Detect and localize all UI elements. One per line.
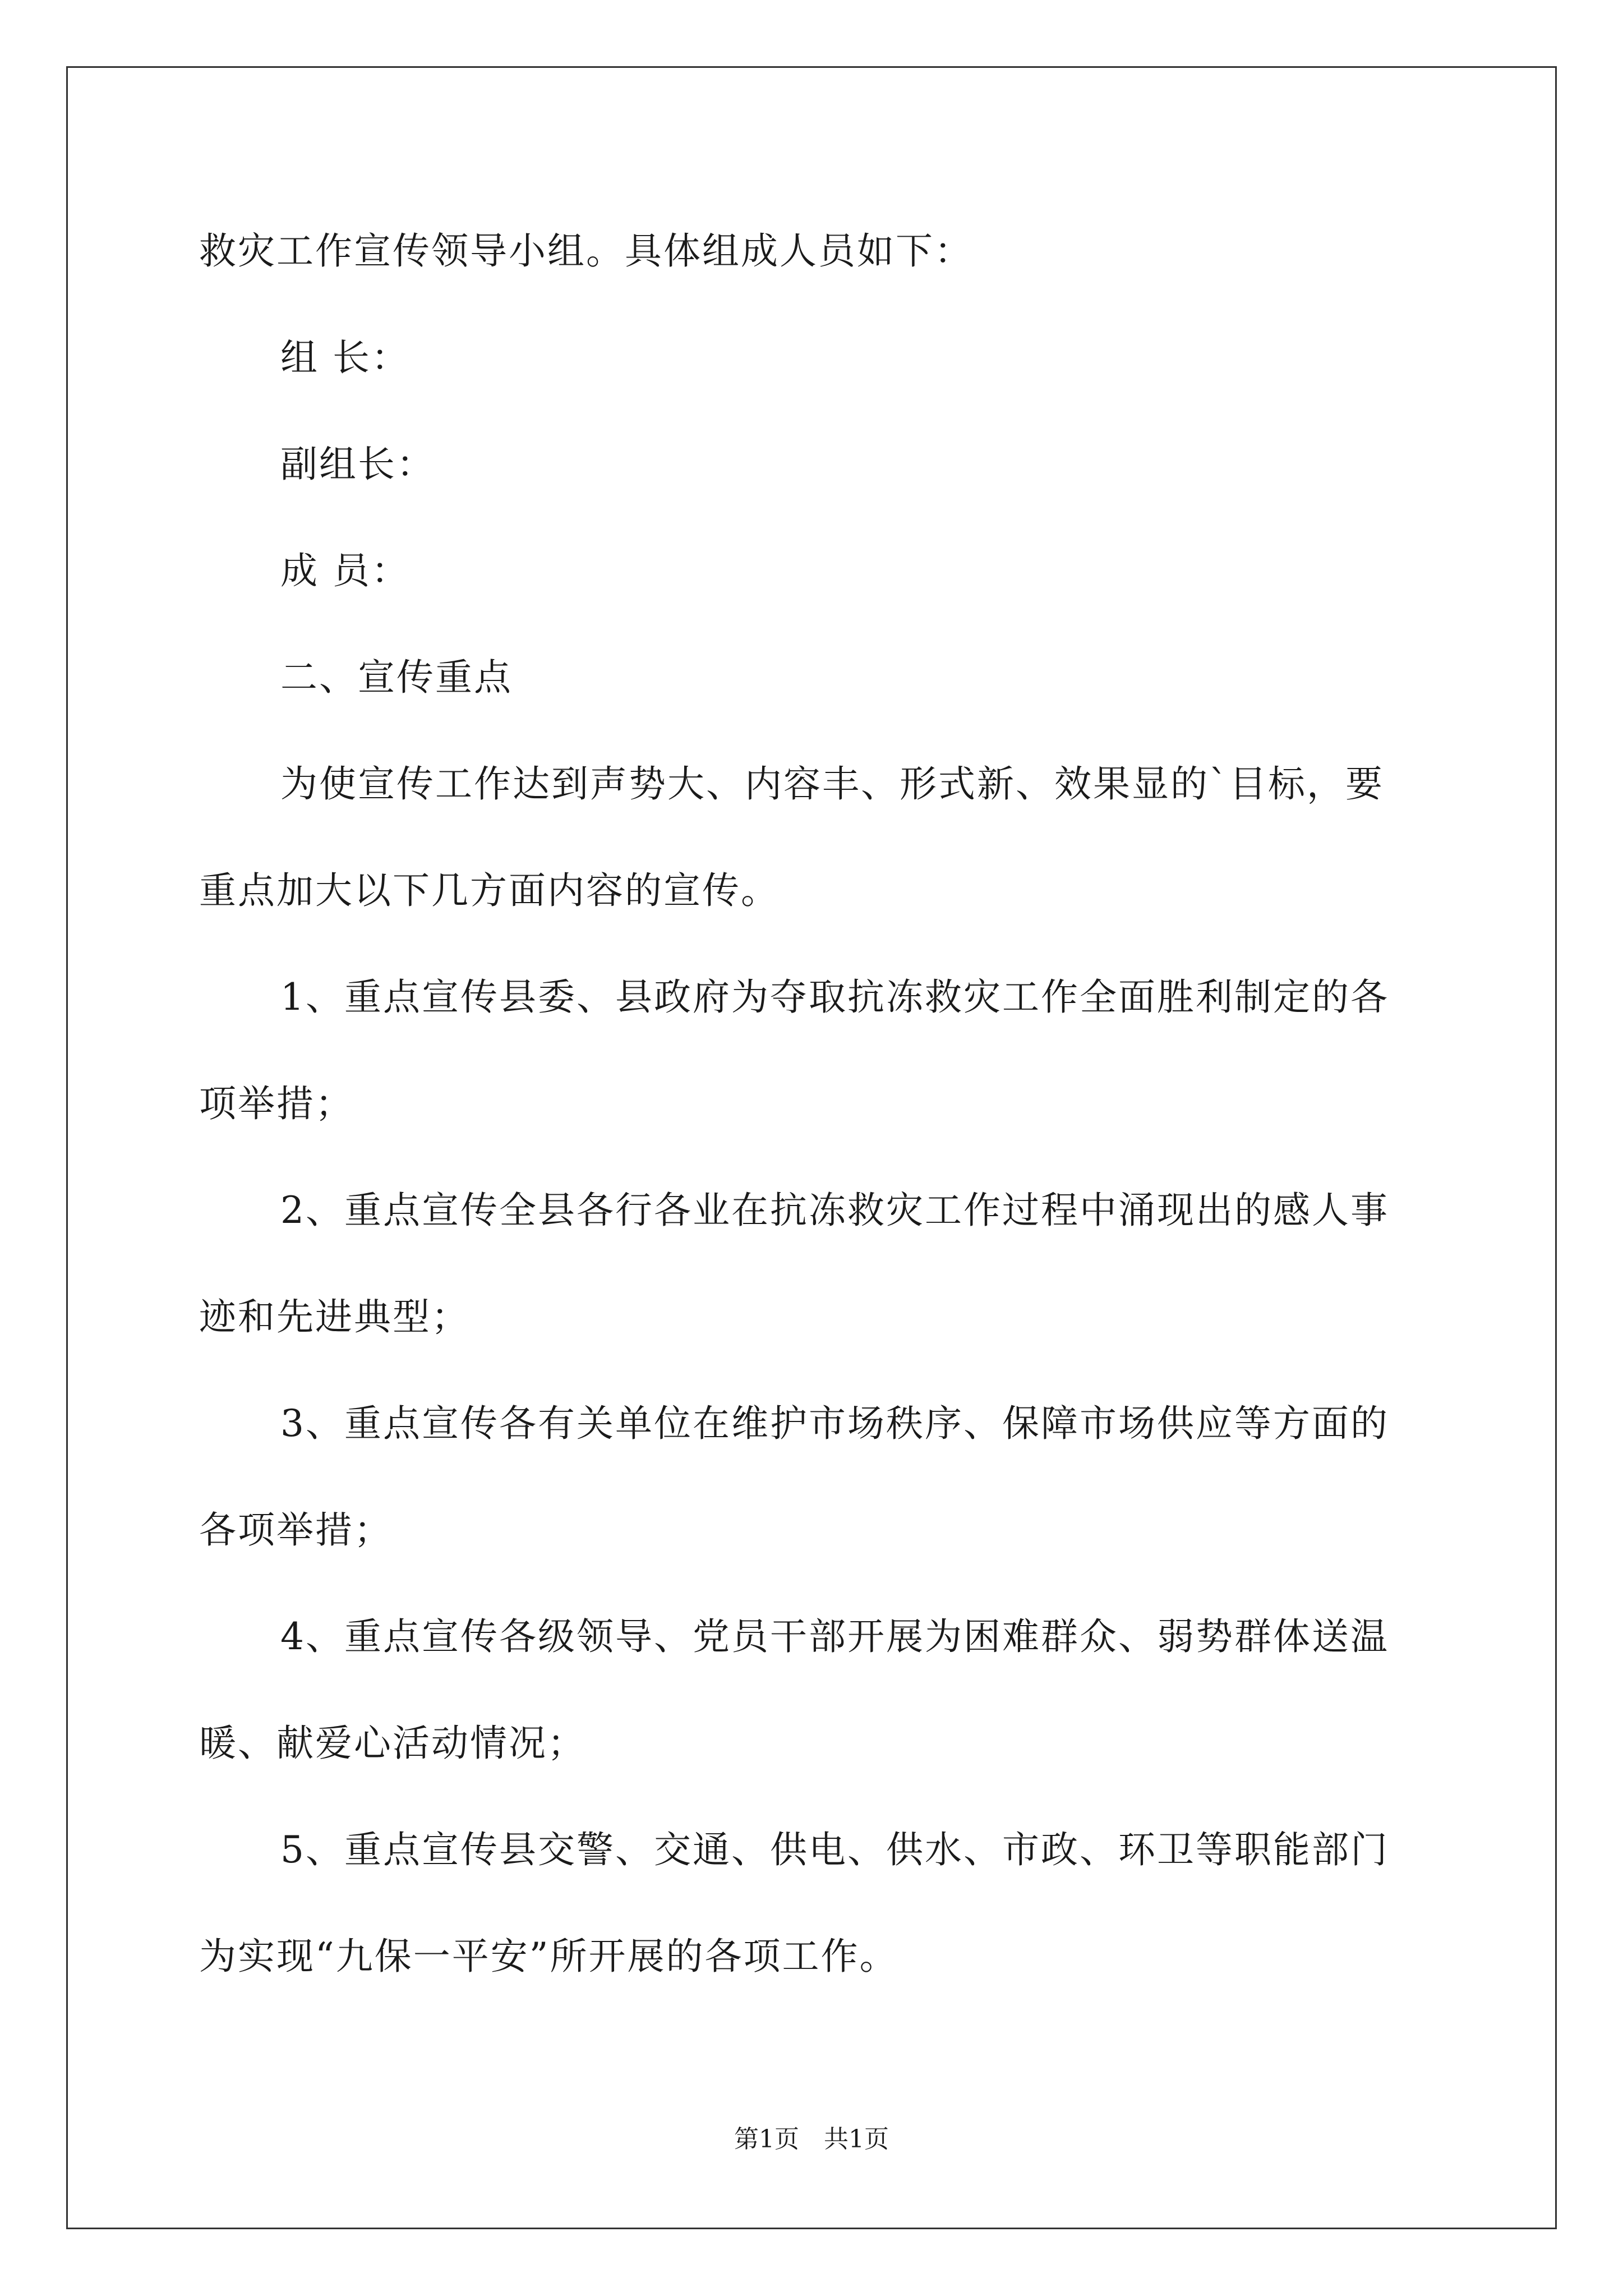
page-border	[66, 66, 1557, 2229]
group-leader-line: 组 长：	[280, 336, 410, 379]
list-item-2-line: 2、重点宣传全县各行各业在抗冻救灾工作过程中涌现出的感人事	[280, 1189, 1389, 1232]
deputy-leader-line: 副组长：	[280, 443, 435, 486]
paragraph-line: 救灾工作宣传领导小组。具体组成人员如下：	[199, 229, 973, 273]
list-item-4-line: 暖、献爱心活动情况；	[199, 1722, 586, 1765]
list-item-3-line: 各项举措；	[199, 1508, 393, 1552]
list-item-1-line: 1、重点宣传县委、县政府为夺取抗冻救灾工作全面胜利制定的各	[280, 976, 1389, 1019]
paragraph-line: 重点加大以下几方面内容的宣传。	[199, 869, 780, 912]
list-item-3-line: 3、重点宣传各有关单位在维护市场秩序、保障市场供应等方面的	[280, 1402, 1389, 1445]
list-item-2-line: 迹和先进典型；	[199, 1295, 470, 1338]
list-item-5-line: 5、重点宣传县交警、交通、供电、供水、市政、环卫等职能部门	[280, 1828, 1389, 1871]
members-line: 成 员：	[280, 549, 410, 592]
list-item-4-line: 4、重点宣传各级领导、党员干部开展为困难群众、弱势群体送温	[280, 1615, 1389, 1658]
list-item-1-line: 项举措；	[199, 1082, 354, 1125]
page-number-footer: 第1页 共1页	[734, 2125, 889, 2154]
paragraph-line: 为使宣传工作达到声势大、内容丰、形式新、效果显的`目标，要	[280, 762, 1384, 806]
section-heading: 二、宣传重点	[280, 656, 513, 699]
list-item-5-line: 为实现“九保一平安”所开展的各项工作。	[199, 1935, 898, 1978]
